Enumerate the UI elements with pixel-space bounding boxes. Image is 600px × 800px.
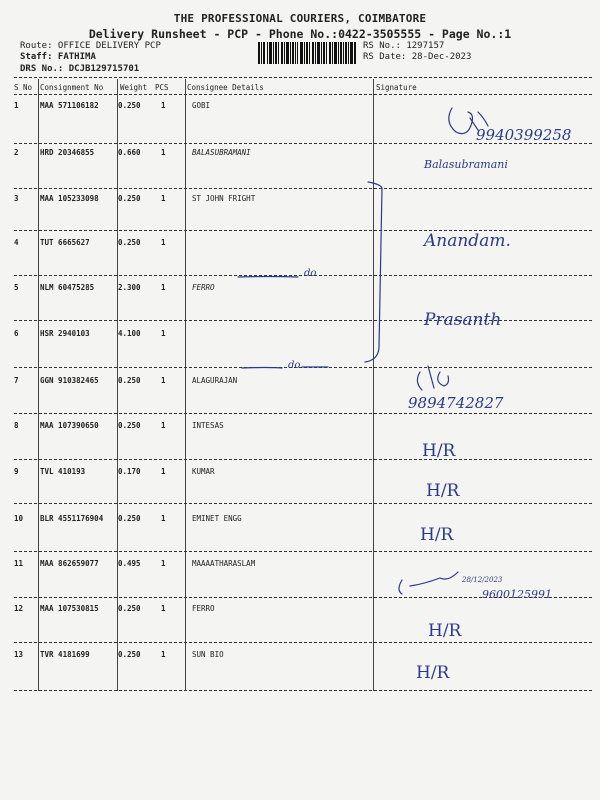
row-sno: 11 bbox=[14, 559, 24, 568]
handwritten-hr: H/R bbox=[416, 663, 450, 683]
handwritten-name: Anandam. bbox=[424, 231, 511, 251]
row-consignment: BLR 4551176904 bbox=[40, 514, 104, 523]
row-pcs: 1 bbox=[161, 650, 166, 659]
row-sno: 10 bbox=[14, 514, 24, 523]
row-sno: 9 bbox=[14, 467, 19, 476]
col-signature: Signature bbox=[376, 83, 417, 92]
row-weight: 0.250 bbox=[118, 421, 141, 430]
row-weight: 0.250 bbox=[118, 604, 141, 613]
runsheet-title: Delivery Runsheet - PCP - Phone No.:0422-3505555 - Page No.:1 bbox=[88, 27, 512, 41]
row-consignment: MAA 105233098 bbox=[40, 194, 99, 203]
row-sno: 5 bbox=[14, 283, 19, 292]
row-consignment: MAA 862659077 bbox=[40, 559, 99, 568]
row-consignment: MAA 107530815 bbox=[40, 604, 99, 613]
col-sno: S No bbox=[14, 83, 33, 92]
rs-number: RS No.: 1297157 bbox=[363, 41, 445, 51]
handwritten-date: 28/12/2023 bbox=[462, 576, 503, 584]
bracket-mark bbox=[365, 182, 382, 362]
handwritten-hr: H/R bbox=[428, 621, 462, 641]
row-consignee: BALASUBRAMANI bbox=[192, 148, 251, 157]
row-consignment: TVR 4181699 bbox=[40, 650, 90, 659]
handwritten-phone: 9600125991 bbox=[482, 588, 552, 601]
row-weight: 0.250 bbox=[118, 238, 141, 247]
row-consignee: ALAGURAJAN bbox=[192, 376, 238, 385]
row-consignee: SUN BIO bbox=[192, 650, 224, 659]
route-label: Route: OFFICE DELIVERY PCP bbox=[20, 41, 161, 51]
col-weight: Weight bbox=[120, 83, 148, 92]
row-weight: 0.250 bbox=[118, 376, 141, 385]
row-sno: 13 bbox=[14, 650, 24, 659]
drs-number: DRS No.: DCJB129715701 bbox=[20, 64, 140, 74]
row-consignment: NLM 60475285 bbox=[40, 283, 95, 292]
row-consignment: GGN 910382465 bbox=[40, 376, 99, 385]
staff-label: Staff: FATHIMA bbox=[20, 52, 96, 62]
ditto-mark: do bbox=[304, 268, 317, 279]
row-pcs: 1 bbox=[161, 148, 166, 157]
row-consignee: INTESAS bbox=[192, 421, 224, 430]
row-consignment: MAA 571106182 bbox=[40, 101, 99, 110]
rs-date: RS Date: 28-Dec-2023 bbox=[363, 52, 472, 62]
handwritten-phone: 9894742827 bbox=[408, 394, 504, 412]
row-weight: 0.250 bbox=[118, 194, 141, 203]
row-consignment: MAA 107390650 bbox=[40, 421, 99, 430]
row-weight: 2.300 bbox=[118, 283, 141, 292]
row-consignee: MAAAATHARASLAM bbox=[192, 559, 256, 568]
row-pcs: 1 bbox=[161, 604, 166, 613]
handwritten-hr: H/R bbox=[426, 481, 460, 501]
col-consignee: Consignee Details bbox=[187, 83, 264, 92]
col-consignment: Consignment No bbox=[40, 83, 104, 92]
row-sno: 3 bbox=[14, 194, 19, 203]
row-pcs: 1 bbox=[161, 238, 166, 247]
row-consignee: GOBI bbox=[192, 101, 211, 110]
row-pcs: 1 bbox=[161, 421, 166, 430]
row-consignment: TVL 410193 bbox=[40, 467, 86, 476]
col-pcs: PCS bbox=[155, 83, 169, 92]
row-weight: 0.660 bbox=[118, 148, 141, 157]
row-consignee: FERRO bbox=[192, 283, 215, 292]
ditto-line bbox=[238, 277, 298, 278]
row-consignee: ST JOHN FRIGHT bbox=[192, 194, 256, 203]
row-consignment: TUT 6665627 bbox=[40, 238, 90, 247]
row-consignment: HSR 2940103 bbox=[40, 329, 90, 338]
row-weight: 0.250 bbox=[118, 101, 141, 110]
row-weight: 0.495 bbox=[118, 559, 141, 568]
handwritten-hr: H/R bbox=[422, 441, 456, 461]
row-consignee: KUMAR bbox=[192, 467, 215, 476]
row-pcs: 1 bbox=[161, 329, 166, 338]
row-sno: 6 bbox=[14, 329, 19, 338]
row-consignee: FERRO bbox=[192, 604, 215, 613]
row-sno: 1 bbox=[14, 101, 19, 110]
row-sno: 2 bbox=[14, 148, 19, 157]
row-pcs: 1 bbox=[161, 194, 166, 203]
company-name: THE PROFESSIONAL COURIERS, COIMBATORE bbox=[173, 12, 427, 25]
row-pcs: 1 bbox=[161, 101, 166, 110]
row-pcs: 1 bbox=[161, 376, 166, 385]
row-consignment: HRD 20346855 bbox=[40, 148, 95, 157]
row-weight: 4.100 bbox=[118, 329, 141, 338]
row-sno: 12 bbox=[14, 604, 24, 613]
ditto-mark: do bbox=[288, 360, 301, 371]
signature-scribble bbox=[417, 366, 448, 390]
row-pcs: 1 bbox=[161, 467, 166, 476]
row-pcs: 1 bbox=[161, 514, 166, 523]
handwritten-name: Prasanth bbox=[424, 310, 502, 330]
handwritten-hr: H/R bbox=[420, 525, 454, 545]
handwritten-name: Balasubramani bbox=[424, 158, 508, 171]
ditto-line bbox=[242, 368, 282, 369]
row-sno: 7 bbox=[14, 376, 19, 385]
row-weight: 0.170 bbox=[118, 467, 141, 476]
row-consignee: EMINET ENGG bbox=[192, 514, 242, 523]
handwritten-phone: 9940399258 bbox=[476, 126, 572, 144]
row-sno: 4 bbox=[14, 238, 19, 247]
row-weight: 0.250 bbox=[118, 514, 141, 523]
signature-scribble bbox=[399, 572, 458, 594]
row-sno: 8 bbox=[14, 421, 19, 430]
row-pcs: 1 bbox=[161, 283, 166, 292]
row-weight: 0.250 bbox=[118, 650, 141, 659]
row-pcs: 1 bbox=[161, 559, 166, 568]
